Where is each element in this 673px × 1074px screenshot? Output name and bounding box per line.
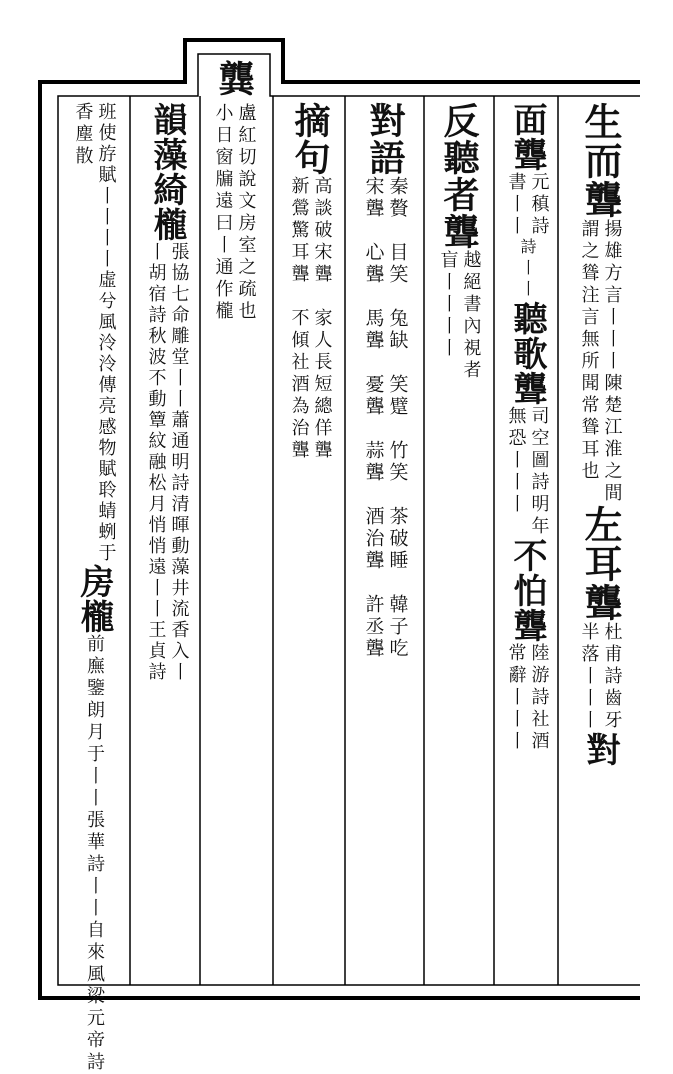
column-5: [277, 102, 343, 462]
column-2-text-2-right: 無恐丨丨丨: [505, 406, 527, 516]
column-1-pair-2: [580, 622, 621, 732]
column-2-text-1b: 詩丨丨: [518, 238, 537, 301]
column-2-heading-3: 不怕聾: [507, 538, 547, 643]
column-1-heading-1: 生而聾: [578, 102, 623, 219]
column-1-heading-2: 左耳聾: [578, 505, 623, 622]
tab-note-pair: [214, 103, 255, 323]
column-1-heading-3: 對: [580, 732, 620, 767]
column-2-text-2: 司空圖詩明年: [528, 406, 550, 538]
column-1-text-1b: 謂之聳注言無所聞常聳耳也: [578, 219, 600, 483]
column-5-text-1-right: 新鶯驚耳聾 不傾社酒為治聾: [288, 176, 310, 462]
column-2-text-1-right: 書丨丨: [505, 172, 527, 238]
column-2-heading-2: 聽歌聾: [507, 301, 547, 406]
column-2-heading-1: 面聾: [507, 102, 547, 172]
column-6-heading-1: 韻藻綺櫳: [147, 102, 187, 242]
column-5-pair-1: [290, 176, 331, 462]
column-5-text-1: 高談破宋聾 家人長短總佯聾: [311, 176, 333, 462]
column-6-pair-1: [147, 242, 188, 683]
column-6-text-1-right: 丨胡宿詩秋波不動簟紋融松月悄悄遠丨丨王貞詩: [145, 242, 167, 683]
column-1-pair-1: [580, 219, 621, 505]
column-7-text-1-right: 前廡鑒朗月于丨丨張華詩丨丨自來風梁元帝詩: [84, 634, 105, 1074]
tab-note-2: 小日窗牖遠曰丨通作櫳: [212, 103, 234, 323]
column-3-text-1: 越絕書內視者: [460, 250, 482, 382]
tab-heading: 龔: [213, 60, 255, 97]
column-3: [428, 102, 490, 382]
column-6-text-1: 張協七命雕堂丨丨蕭通明詩清暉動藻井流香入丨: [168, 242, 190, 683]
column-7-text-0-right: 香塵散: [72, 102, 94, 168]
column-7-pair-1: [85, 634, 103, 1074]
column-2-pair-3: [507, 643, 548, 753]
tab-column: [198, 60, 270, 323]
column-1-text-1: 揚雄方言丨丨丨陳楚江淮之間: [601, 219, 623, 505]
column-3-heading-1: 反聽者聾: [438, 102, 480, 250]
column-2-text-3-right: 常辭丨丨丨: [505, 643, 527, 753]
column-1: [562, 102, 638, 767]
column-2-pair-1: [507, 172, 548, 238]
column-4-text-1: 秦贅 目笑 兔缺 笑躄 竹笑 茶破睡 韓子吃: [386, 176, 409, 660]
column-6: [134, 102, 200, 683]
column-3-pair-1: [439, 250, 480, 382]
column-2: [498, 102, 556, 753]
column-2-text-3: 陸游詩社酒: [528, 643, 550, 753]
column-2-pair-2: [507, 406, 548, 538]
column-4-pair-1: [364, 176, 407, 660]
column-4-heading-1: 對語: [364, 102, 406, 176]
column-4-text-1-right: 宋聾 心聾 馬聾 憂聾 蒜聾 酒治聾 許丞聾: [362, 176, 385, 660]
column-7-heading-1: 房櫳: [74, 564, 114, 634]
column-4: [349, 102, 421, 660]
column-3-text-1-right: 盲丨丨丨丨: [437, 250, 459, 360]
column-1-text-2b: 半落丨丨丨: [578, 622, 600, 732]
column-7-text-0: 班使斿賦丨丨丨丨虛兮風泠泠傳亮感物賦聆蜻蛚于: [95, 102, 117, 564]
column-7: [62, 102, 126, 1074]
column-7-pair-0: [74, 102, 115, 564]
tab-note: 盧紅切說文房室之疏也: [235, 103, 257, 323]
column-5-heading-1: 摘句: [289, 102, 331, 176]
column-2-text-1: 元稹詩: [528, 172, 550, 238]
column-1-text-2: 杜甫詩齒牙: [601, 622, 623, 732]
